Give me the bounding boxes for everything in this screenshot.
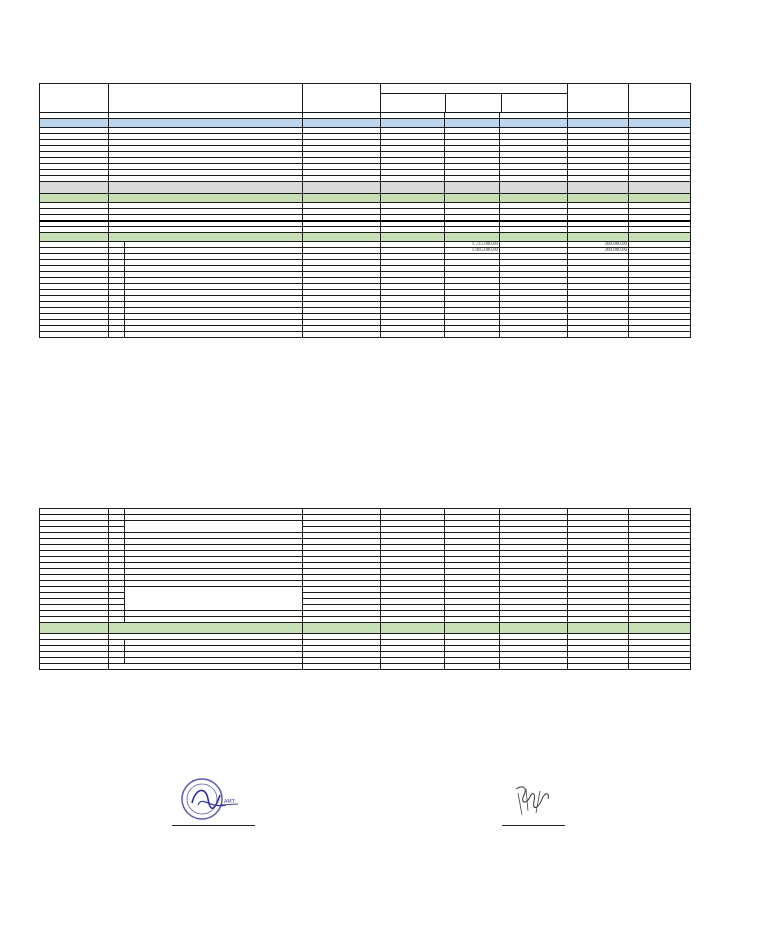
- table-row: [40, 664, 691, 670]
- handwritten-signature: [512, 783, 554, 824]
- header-row: [40, 84, 691, 113]
- amount-cell: 300.000,00: [568, 242, 629, 248]
- amount-cell: 300.000,00: [568, 248, 629, 254]
- section-row: [40, 233, 691, 242]
- header-group-cell: [381, 84, 568, 113]
- header-cell: [568, 84, 629, 113]
- section-row: [40, 623, 691, 634]
- amount-cell: 1.005.000,00: [445, 248, 500, 254]
- section-row: [40, 194, 691, 203]
- official-stamp: [180, 777, 254, 828]
- subtotal-row: [40, 182, 691, 194]
- header-cell: [303, 84, 381, 113]
- amount-cell: 1.725.000,00: [445, 242, 500, 248]
- header-cell: [109, 84, 303, 113]
- signature-line-right: [502, 825, 565, 826]
- svg-text:AMT: AMT: [224, 799, 235, 805]
- report-table-top: [39, 83, 691, 338]
- header-cell: [629, 84, 691, 113]
- signature-line-left: [172, 825, 255, 826]
- report-table-bottom: [39, 508, 691, 670]
- header-cell: [40, 84, 109, 113]
- table-row: [40, 332, 691, 338]
- section-row: [40, 119, 691, 128]
